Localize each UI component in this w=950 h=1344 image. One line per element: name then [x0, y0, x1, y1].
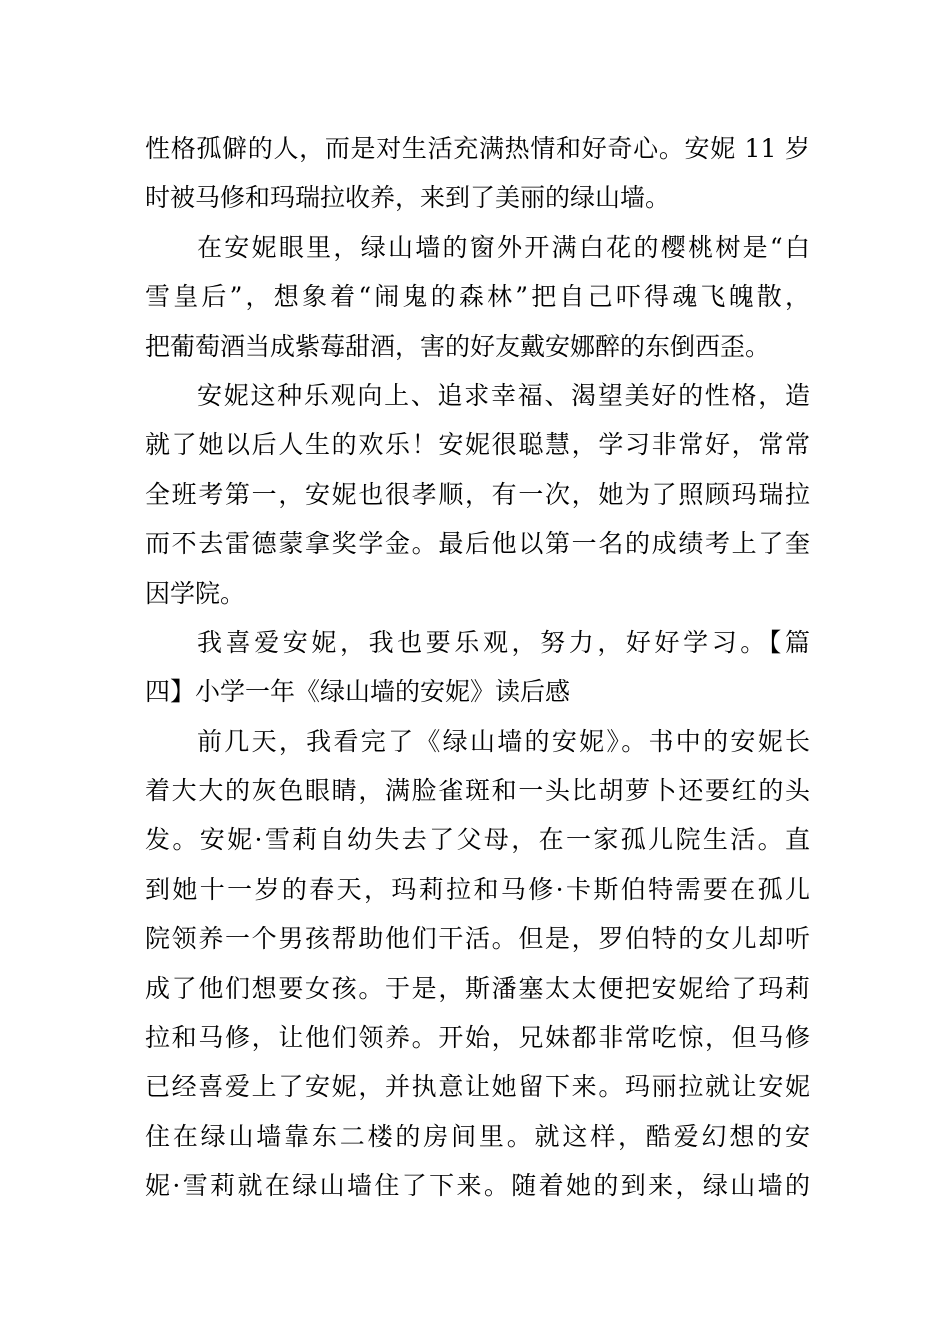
text-line: 发。安妮·雪莉自幼失去了父母，在一家孤儿院生活。直 [145, 825, 810, 855]
text-line: 而不去雷德蒙拿奖学金。最后他以第一名的成绩考上了奎 [145, 529, 810, 559]
text-line: 拉和马修，让他们领养。开始，兄妹都非常吃惊，但马修 [145, 1023, 810, 1053]
text-line: 因学院。 [145, 578, 246, 608]
text-line: 成了他们想要女孩。于是，斯潘塞太太便把安妮给了玛莉 [145, 973, 810, 1003]
text-line: 就了她以后人生的欢乐！安妮很聪慧，学习非常好，常常 [145, 430, 810, 460]
text-line: 前几天，我看完了《绿山墙的安妮》。书中的安妮长 [197, 726, 810, 756]
text-line: 到她十一岁的春天，玛莉拉和马修·卡斯伯特需要在孤儿 [145, 874, 810, 904]
text-line: 把葡萄酒当成紫莓甜酒，害的好友戴安娜醉的东倒西歪。 [145, 331, 771, 361]
text-line: 四】小学一年《绿山墙的安妮》读后感 [145, 677, 571, 707]
text-line: 全班考第一，安妮也很孝顺，有一次，她为了照顾玛瑞拉 [145, 479, 810, 509]
text-line: 着大大的灰色眼睛，满脸雀斑和一头比胡萝卜还要红的头 [145, 776, 810, 806]
body-text [145, 124, 810, 1211]
text-line: 雪皇后”，想象着“闹鬼的森林”把自己吓得魂飞魄散， [145, 282, 810, 312]
text-line: 在安妮眼里，绿山墙的窗外开满白花的樱桃树是“白 [197, 232, 810, 262]
text-line: 妮·雪莉就在绿山墙住了下来。随着她的到来，绿山墙的 [145, 1171, 810, 1201]
text-line: 我喜爱安妮，我也要乐观，努力，好好学习。【篇 [197, 627, 810, 657]
text-line: 院领养一个男孩帮助他们干活。但是，罗伯特的女儿却听 [145, 924, 810, 954]
text-line: 已经喜爱上了安妮，并执意让她留下来。玛丽拉就让安妮 [145, 1072, 810, 1102]
text-line: 时被马修和玛瑞拉收养，来到了美丽的绿山墙。 [145, 183, 671, 213]
text-line: 安妮这种乐观向上、追求幸福、渴望美好的性格，造 [197, 380, 810, 410]
text-line: 性格孤僻的人，而是对生活充满热情和好奇心。安妮 11 岁 [145, 134, 810, 163]
text-line: 住在绿山墙靠东二楼的房间里。就这样，酷爱幻想的安 [145, 1121, 810, 1151]
